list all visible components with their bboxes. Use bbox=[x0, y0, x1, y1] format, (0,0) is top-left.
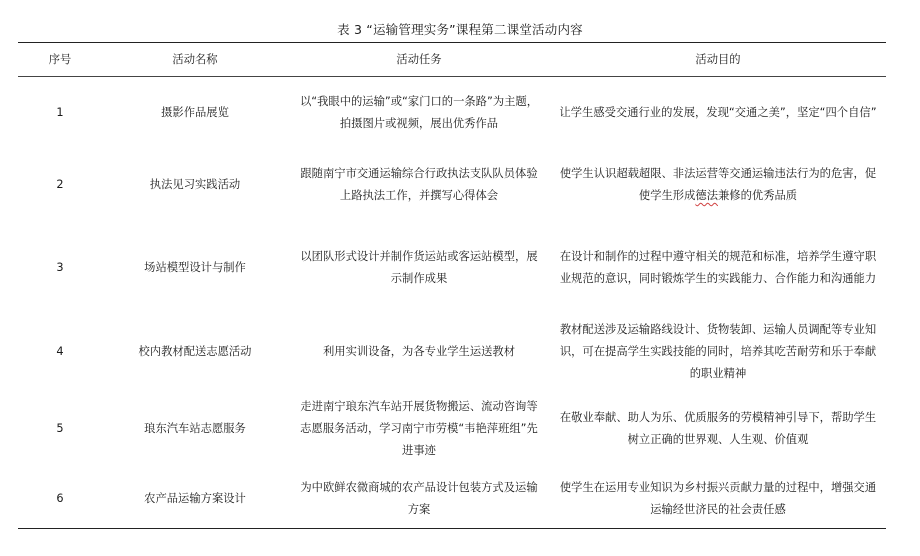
row-name: 琅东汽车站志愿服务 bbox=[144, 422, 246, 435]
row-name: 执法见习实践活动 bbox=[149, 178, 241, 191]
row-task: 走进南宁琅东汽车站开展货物搬运、流动咨询等志愿服务活动，学习南宁市劳模“韦艳萍班组”先进事迹 bbox=[300, 400, 538, 457]
purpose-part-a: 使学生认识超载超限、非法运营等交通运输违法行为的危害，促使学生形成 bbox=[559, 167, 877, 202]
row-purpose: 教材配送涉及运输路线设计、货物装卸、运输人员调配等专业知识，可在提高学生实践技能的同时，培养其吃苦耐劳和乐于奉献的职业精神 bbox=[559, 322, 877, 380]
spellcheck-marked-word: 德法 bbox=[695, 189, 718, 202]
activity-table bbox=[18, 42, 886, 529]
table-row bbox=[18, 77, 886, 149]
row-purpose: 让学生感受交通行业的发展，发现“交通之美”，坚定“四个自信” bbox=[559, 106, 877, 119]
row-task: 以团队形式设计并制作货运站或客运站模型，展示制作成果 bbox=[300, 249, 538, 285]
row-task: 为中欧鲜农微商城的农产品设计包装方式及运输方案 bbox=[300, 480, 538, 516]
row-purpose: 使学生在运用专业知识为乡村振兴贡献力量的过程中，增强交通运输经世济民的社会责任感 bbox=[559, 480, 877, 516]
table-row bbox=[18, 389, 886, 469]
row-no: 4 bbox=[56, 344, 64, 358]
table-row bbox=[18, 314, 886, 389]
table-row bbox=[18, 469, 886, 528]
table-header-row bbox=[18, 43, 886, 76]
header-task: 活动任务 bbox=[396, 52, 442, 66]
header-purpose: 活动目的 bbox=[695, 52, 741, 66]
header-name: 活动名称 bbox=[172, 52, 218, 66]
purpose-part-c: 兼修的优秀品质 bbox=[718, 189, 798, 202]
row-no: 2 bbox=[56, 178, 64, 191]
row-task: 跟随南宁市交通运输综合行政执法支队队员体验上路执法工作，并撰写心得体会 bbox=[300, 167, 538, 202]
row-purpose: 在敬业奉献、助人为乐、优质服务的劳模精神引导下，帮助学生树立正确的世界观、人生观、价值观 bbox=[559, 411, 877, 446]
row-name: 农产品运输方案设计 bbox=[144, 491, 246, 505]
row-purpose bbox=[550, 163, 886, 207]
row-no: 5 bbox=[56, 422, 64, 435]
row-no: 6 bbox=[56, 491, 64, 505]
row-name: 校内教材配送志愿活动 bbox=[138, 344, 252, 358]
row-no: 1 bbox=[56, 106, 64, 119]
table-row bbox=[18, 149, 886, 221]
row-task: 利用实训设备，为各专业学生运送教材 bbox=[322, 344, 516, 358]
row-name: 摄影作品展览 bbox=[161, 106, 229, 119]
row-name: 场站模型设计与制作 bbox=[144, 260, 246, 274]
table-row bbox=[18, 221, 886, 314]
row-no: 3 bbox=[56, 260, 64, 274]
table-caption: 表 3 “运输管理实务”课程第二课堂活动内容 bbox=[337, 22, 583, 37]
header-no: 序号 bbox=[48, 52, 72, 66]
row-purpose: 在设计和制作的过程中遵守相关的规范和标准，培养学生遵守职业规范的意识，同时锻炼学生的实践能力、合作能力和沟通能力 bbox=[559, 249, 877, 285]
table-bottom-rule bbox=[18, 528, 886, 529]
row-task: 以“我眼中的运输”或“家门口的一条路”为主题，拍摄图片或视频，展出优秀作品 bbox=[299, 95, 539, 130]
